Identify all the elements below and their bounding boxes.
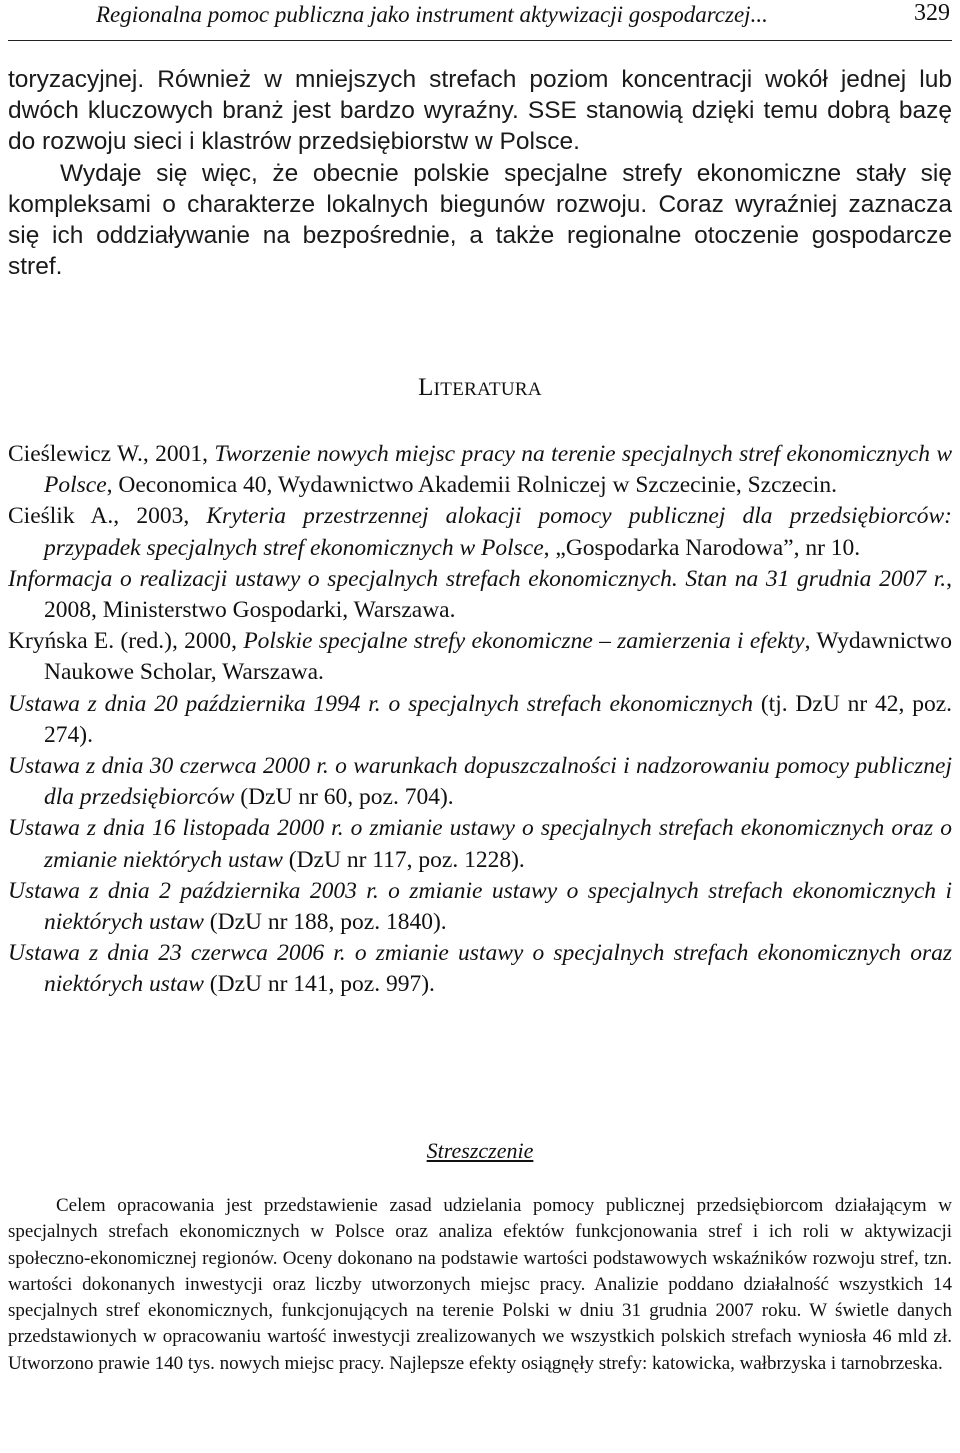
reference-item bbox=[8, 689, 952, 751]
body-paragraph-2-text: Wydaje się więc, że obecnie polskie specjalne strefy ekonomiczne stały się kompleksami o charakterze lokalnych biegunów rozwoju. Coraz wyraźniej zaznacza się ich oddziaływanie na bezpośrednie, a także regionalne otoczenie gospodarcze stref. bbox=[8, 159, 952, 281]
ref-title: Polskie specjalne strefy ekonomiczne – zamierzenia i efekty bbox=[243, 628, 805, 655]
ref-title: Informacja o realizacji ustawy o specjalnych strefach ekonomicznych. Stan na 31 grudnia 2007 r. bbox=[8, 565, 947, 592]
ref-details: (DzU nr 117, poz. 1228). bbox=[282, 846, 525, 873]
ref-title: Ustawa z dnia 2 października 2003 r. o zmianie ustawy o specjalnych strefach ekonomicznych i niektórych ustaw bbox=[8, 877, 952, 936]
reference-item bbox=[8, 813, 952, 875]
reference-item bbox=[8, 938, 952, 1000]
literature-heading-rest: ITERATURA bbox=[433, 379, 542, 400]
ref-title: Tworzenie nowych miejsc pracy na terenie specjalnych stref ekonomicznych w Polsce bbox=[44, 441, 952, 499]
body-paragraph-1: toryzacyjnej. Również w mniejszych strefach poziom koncentracji wokół jednej lub dwóch kluczowych branż jest bardzo wyraźny. SSE stanowią dzięki temu dobrą bazę do rozwoju sieci i klastrów przedsiębiorstw w Polsce. bbox=[8, 66, 952, 156]
reference-item bbox=[8, 876, 952, 938]
running-header bbox=[8, 0, 952, 41]
summary-heading: Streszczenie bbox=[426, 1138, 534, 1163]
ref-details: , „Gospodarka Narodowa”, nr 10. bbox=[543, 534, 861, 561]
ref-details: (tj. DzU nr 42, poz. 274). bbox=[44, 690, 952, 748]
ref-author: Kryńska E. (red.), 2000, bbox=[8, 628, 244, 655]
ref-title: Ustawa z dnia 30 czerwca 2000 r. o warunkach dopuszczalności i nadzorowaniu pomocy publicznej dla przedsiębiorców bbox=[8, 753, 952, 811]
ref-title: Kryteria przestrzennej alokacji pomocy publicznej dla przedsiębiorców: przypadek specjalnych stref ekonomicznych w Polsce bbox=[44, 503, 953, 561]
ref-title: Ustawa z dnia 23 czerwca 2006 r. o zmianie ustawy o specjalnych strefach ekonomicznych oraz niektórych ustaw bbox=[8, 940, 952, 998]
ref-author: Cieślewicz W., 2001, bbox=[8, 441, 215, 467]
reference-item bbox=[8, 439, 952, 501]
ref-title: Ustawa z dnia 16 listopada 2000 r. o zmianie ustawy o specjalnych strefach ekonomicznych oraz o zmianie niektórych ustaw bbox=[8, 815, 952, 873]
reference-item bbox=[8, 751, 952, 813]
reference-item bbox=[8, 626, 952, 688]
ref-details: (DzU nr 141, poz. 997). bbox=[203, 971, 435, 998]
summary-text bbox=[8, 1193, 952, 1377]
reference-item bbox=[8, 501, 952, 563]
ref-details: (DzU nr 60, poz. 704). bbox=[234, 784, 454, 811]
literature-heading-initial: L bbox=[418, 374, 434, 401]
ref-details: (DzU nr 188, poz. 1840). bbox=[203, 909, 447, 936]
ref-author: Cieślik A., 2003, bbox=[8, 503, 207, 530]
reference-list bbox=[8, 439, 952, 1001]
reference-item bbox=[8, 564, 952, 626]
ref-details: , Wydawnictwo Naukowe Scholar, Warszawa. bbox=[44, 628, 952, 686]
ref-details: , 2008, Ministerstwo Gospodarki, Warszawa. bbox=[44, 565, 952, 624]
running-title: Regionalna pomoc publiczna jako instrument aktywizacji gospodarczej... bbox=[96, 2, 768, 27]
body-paragraph-2 bbox=[8, 158, 952, 283]
ref-title: Ustawa z dnia 20 października 1994 r. o specjalnych strefach ekonomicznych bbox=[8, 690, 754, 717]
summary-body: Celem opracowania jest przedstawienie zasad udzielania pomocy publicznej przedsiębiorcom działającym w specjalnych strefach ekonomicznych w Polsce oraz analiza efektów funkcjonowania stref i ich roli w aktywizacji społeczno-ekonomicznej regionów. Oceny dokonano na podstawie wartości podstawowych wskaźników rozwoju stref, tzn. wartości dokonanych inwestycji oraz liczby utworzonych miejsc pracy. Analizie poddano działalność wszystkich 14 specjalnych stref ekonomicznych, funkcjonujących na terenie Polski w dniu 31 grudnia 2007 roku. W świetle danych przedstawionych w opracowaniu wartość inwestycji zrealizowanych we wszystkich polskich strefach wyniosła 46 mld zł. Utworzono prawie 140 tys. nowych miejsc pracy. Najlepsze efekty osiągnęły strefy: katowicka, wałbrzyska i tarnobrzeska. bbox=[8, 1195, 952, 1374]
page-number: 329 bbox=[914, 0, 950, 26]
body-text bbox=[8, 64, 952, 282]
ref-details: , Oeconomica 40, Wydawnictwo Akademii Rolniczej w Szczecinie, Szczecin. bbox=[106, 472, 837, 499]
literature-heading bbox=[0, 374, 960, 402]
